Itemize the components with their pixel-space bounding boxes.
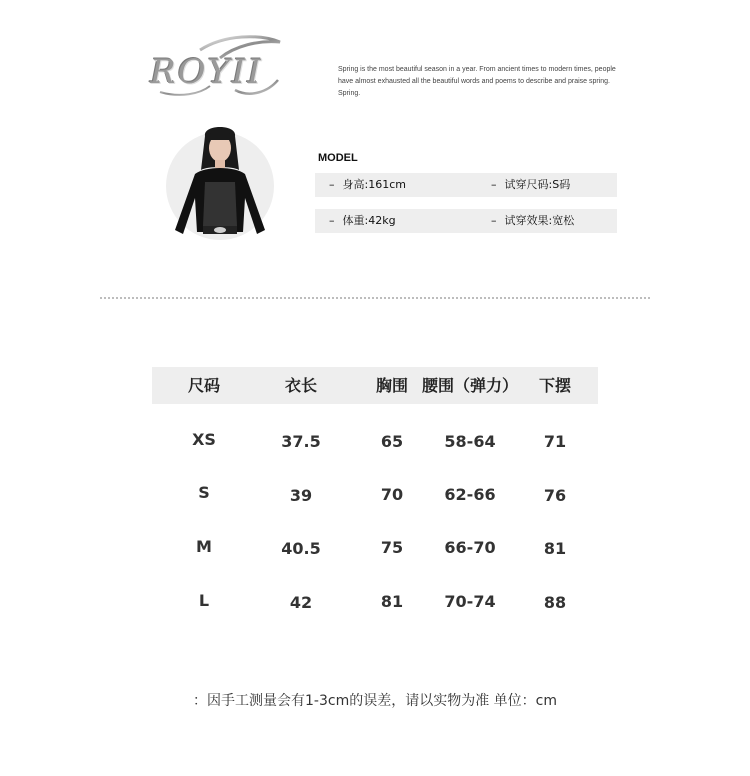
cell-hem: 88 xyxy=(543,593,567,612)
header-size: 尺码 xyxy=(187,376,221,395)
cell-waist: 66-70 xyxy=(444,538,496,557)
cell-size: L xyxy=(198,591,210,610)
cell-size: XS xyxy=(192,430,216,449)
cell-bust: 70 xyxy=(380,485,404,504)
cell-size: M xyxy=(196,537,212,556)
model-stat-row xyxy=(315,173,617,197)
cell-bust: 81 xyxy=(380,592,404,611)
model-fit: – 试穿效果:宽松 xyxy=(491,214,575,227)
size-table-header xyxy=(152,367,598,404)
model-stat-row xyxy=(315,209,617,233)
model-section-title: MODEL xyxy=(318,152,358,164)
header-waist: 腰围（弹力） xyxy=(421,376,519,395)
model-trial-size: – 试穿尺码:S码 xyxy=(491,178,571,191)
model-weight: – 体重:42kg xyxy=(329,214,396,227)
logo-wordmark: ROYII xyxy=(150,52,263,92)
cell-length: 37.5 xyxy=(281,432,321,451)
cell-length: 39 xyxy=(289,486,313,505)
cell-hem: 76 xyxy=(543,486,567,505)
section-divider xyxy=(100,297,650,299)
cell-waist: 62-66 xyxy=(444,485,496,504)
header-length: 衣长 xyxy=(284,376,318,395)
cell-waist: 58-64 xyxy=(444,432,496,451)
cell-hem: 71 xyxy=(543,432,567,451)
cell-size: S xyxy=(198,483,210,502)
header-bust: 胸围 xyxy=(375,376,409,395)
cell-waist: 70-74 xyxy=(444,592,496,611)
cell-bust: 65 xyxy=(380,432,404,451)
model-height: – 身高:161cm xyxy=(329,178,406,191)
brand-logo xyxy=(140,32,290,104)
cell-hem: 81 xyxy=(543,539,567,558)
model-photo xyxy=(165,122,275,250)
header-hem: 下摆 xyxy=(538,376,572,395)
cell-length: 40.5 xyxy=(281,539,321,558)
measurement-note: ：因手工测量会有1-3cm的误差，请以实物为准 单位：cm xyxy=(193,693,557,709)
cell-length: 42 xyxy=(289,593,313,612)
cell-bust: 75 xyxy=(380,538,404,557)
brand-tagline: Spring is the most beautiful season in a year. From ancient times to modern times, people have almost exhausted all the beautiful words and poems to describe and praise spring. Spring. xyxy=(338,66,616,97)
